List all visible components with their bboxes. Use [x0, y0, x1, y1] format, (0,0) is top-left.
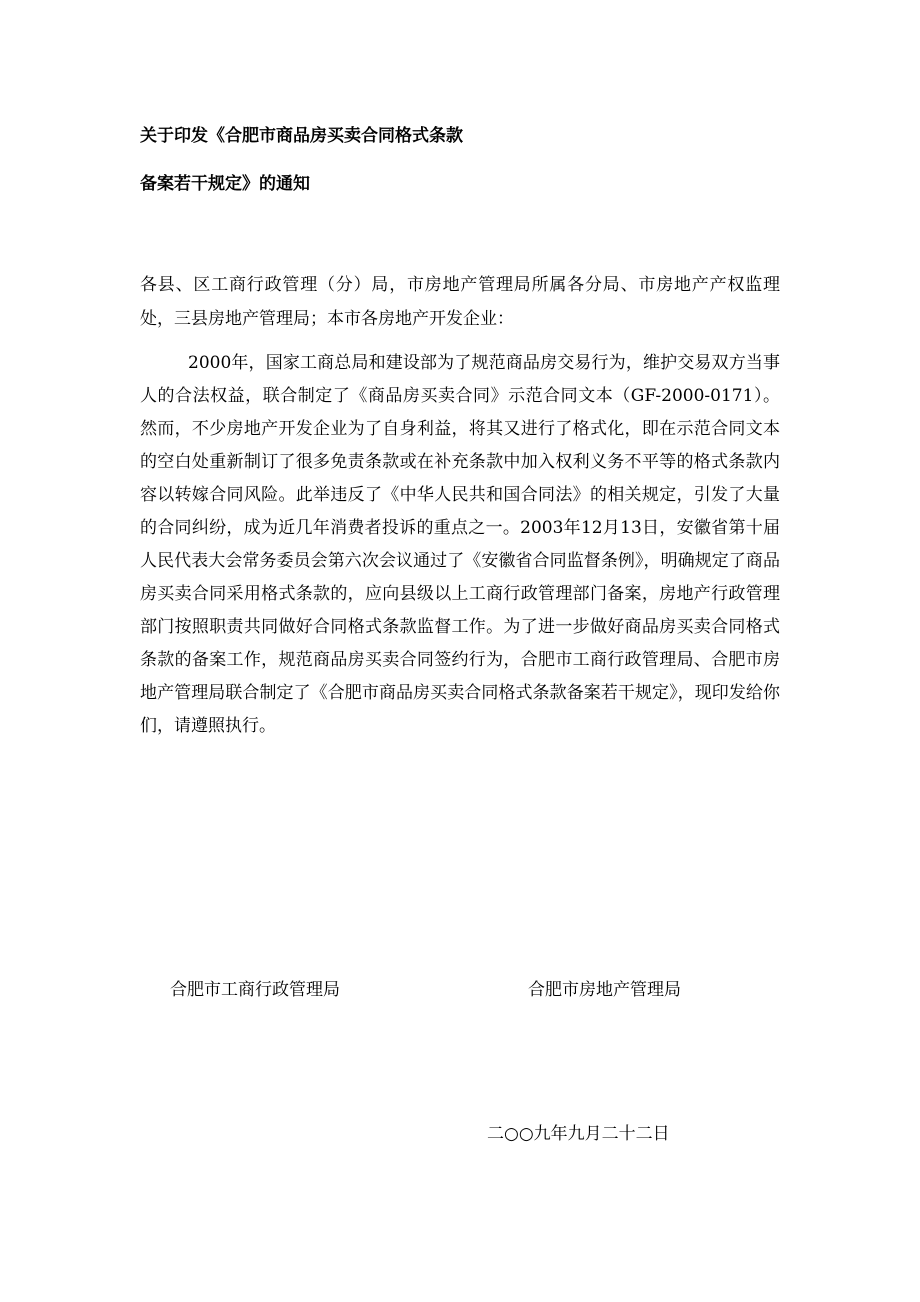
addressee-paragraph: 各县、区工商行政管理（分）局，市房地产管理局所属各分局、市房地产产权监理处，三县房地产管理局；本市各房地产开发企业： — [140, 275, 780, 329]
body-paragraph: 2000年，国家工商总局和建设部为了规范商品房交易行为，维护交易双方当事人的合法权益，联合制定了《商品房买卖合同》示范合同文本（GF-2000-0171）。然而，不少房地产开发企业为了自身利益，将其又进行了格式化，即在示范合同文本的空白处重新制订了很多免责条款或在补充条款中加入权利义务不平等的格式条款内容以转嫁合同风险。此举违反了《中华人民共和国合同法》的相关规定，引发了大量的合同纠纷，成为近几年消费者投诉的重点之一。2003年12月13日，安徽省第十届人民代表大会常务委员会第六次会议通过了《安徽省合同监督条例》，明确规定了商品房买卖合同采用格式条款的，应向县级以上工商行政管理部门备案，房地产行政管理部门按照职责共同做好合同格式条款监督工作。为了进一步做好商品房买卖合同格式条款的备案工作，规范商品房买卖合同签约行为，合肥市工商行政管理局、合肥市房地产管理局联合制定了《合肥市商品房买卖合同格式条款备案若干规定》，现印发给你们，请遵照执行。 — [140, 353, 780, 736]
signatory-right: 合肥市房地产管理局 — [528, 980, 681, 1000]
document-title-line-1: 关于印发《合肥市商品房买卖合同格式条款 — [140, 126, 463, 146]
issue-date: 二○○九年九月二十二日 — [487, 1124, 670, 1144]
document-title-line-2: 备案若干规定》的通知 — [140, 174, 310, 194]
signatory-left: 合肥市工商行政管理局 — [170, 980, 340, 1000]
